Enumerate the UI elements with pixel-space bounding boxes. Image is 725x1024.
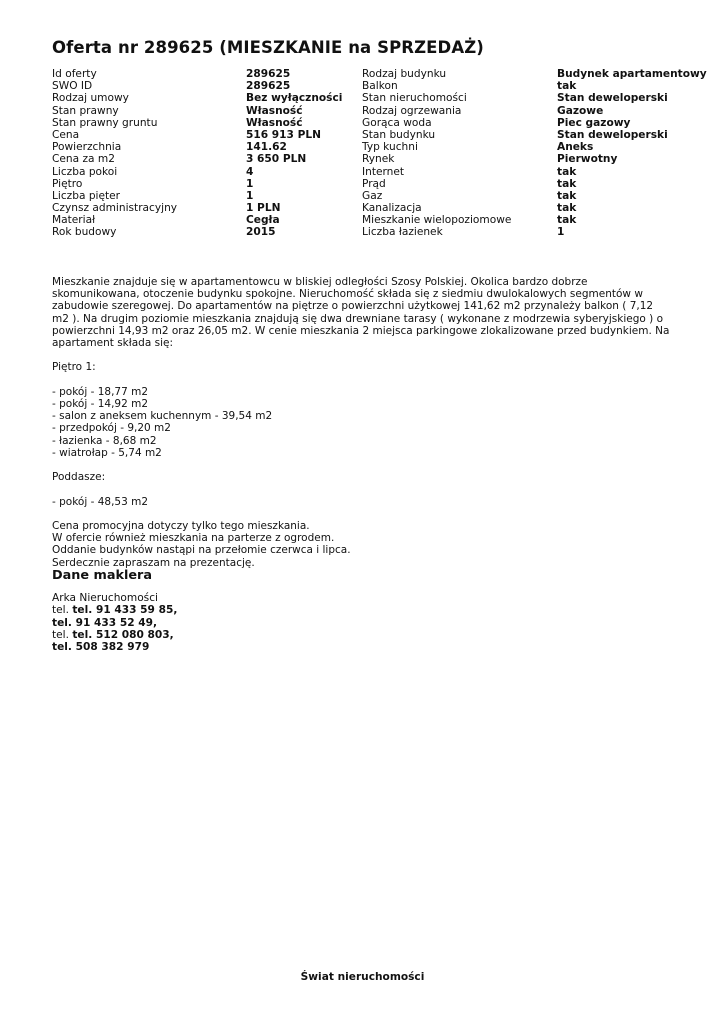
broker-heading: Dane maklera (52, 568, 152, 583)
room-item: - pokój - 18,77 m2 (52, 385, 149, 398)
attribute-row (52, 92, 702, 104)
spacer (52, 508, 672, 520)
room-item: - wiatrołap - 5,74 m2 (52, 446, 162, 459)
attribute-value: 2015 (246, 226, 276, 239)
phone-number: tel. 512 080 803, (72, 628, 174, 641)
room-item: - pokój - 14,92 m2 (52, 398, 149, 411)
room-item: - pokój - 48,53 m2 (52, 495, 149, 508)
attribute-value: Bez wyłączności (246, 92, 343, 105)
attribute-label: Rynek (362, 153, 395, 166)
attribute-label: Liczba łazienek (362, 226, 443, 239)
attribute-value: 1 (557, 226, 565, 239)
attribute-label: Mieszkanie wielopoziomowe (362, 214, 512, 227)
attribute-row (52, 226, 702, 238)
attribute-label: Piętro (52, 177, 83, 190)
attribute-label: Stan nieruchomości (362, 92, 467, 105)
attribute-value: Własność (246, 116, 303, 129)
attribute-value: 1 PLN (246, 202, 281, 215)
phone-number: tel. 91 433 59 85, (72, 604, 178, 617)
phone-prefix: tel. (52, 604, 69, 617)
attribute-value: tak (557, 214, 577, 227)
attribute-value: 1 (246, 189, 254, 202)
spacer (52, 459, 672, 471)
attribute-label: Stan budynku (362, 128, 436, 141)
attribute-label: Powierzchnia (52, 141, 122, 154)
attribute-label: Kanalizacja (362, 202, 422, 215)
attic-heading: Poddasze: (52, 471, 106, 484)
attribute-row (52, 117, 702, 129)
attribute-value: Pierwotny (557, 153, 618, 166)
attribute-row (52, 202, 702, 214)
broker-info (52, 592, 177, 653)
attribute-label: Rok budowy (52, 226, 117, 239)
phone-number: tel. 508 382 979 (52, 641, 150, 654)
spacer (52, 483, 672, 495)
attribute-value: Gazowe (557, 104, 604, 117)
attribute-value: 289625 (246, 68, 291, 80)
room-item: - przedpokój - 9,20 m2 (52, 422, 171, 435)
attribute-row (52, 80, 702, 92)
attribute-label: Rodzaj umowy (52, 92, 129, 105)
description-intro: Mieszkanie znajduje się w apartamentowcu w bliskiej odległości Szosy Polskiej. Okolica bardzo dobrze skomunikowana, otoczenie budynku spokojne. Nieruchomość składa się z siedmiu dwulokalowych segmentów w zabudowie szeregowej. Do apartamentów na piętrze o powierzchni użytkowej 141,62 m2 przynależy balkon ( 7,12 m2 ). Na drugim poziomie mieszkania znajdują się dwa drewniane tarasy ( wykonane z modrzewia syberyjskiego ) o powierzchni 14,93 m2 oraz 26,05 m2. W cenie mieszkania 2 miejsca parkingowe zlokalizowane przed budynkiem. Na apartament składa się: (52, 276, 673, 350)
page-title: Oferta nr 289625 (MIESZKANIE na SPRZEDAŻ) (52, 38, 484, 57)
spacer (52, 349, 672, 361)
attribute-value: 516 913 PLN (246, 128, 321, 141)
floor1-heading: Piętro 1: (52, 361, 96, 374)
broker-phone-line (52, 617, 177, 629)
attribute-label: Stan prawny (52, 104, 119, 117)
attribute-label: Gorąca woda (362, 116, 432, 129)
attribute-value: Budynek apartamentowy (557, 68, 707, 80)
attribute-value: tak (557, 189, 577, 202)
attribute-label: Internet (362, 165, 405, 178)
attribute-row (52, 178, 702, 190)
attribute-label: SWO ID (52, 80, 93, 93)
closing-line: Serdecznie zapraszam na prezentację. (52, 556, 255, 569)
attribute-value: Piec gazowy (557, 116, 631, 129)
attribute-row (52, 68, 707, 80)
attribute-value: Własność (246, 104, 303, 117)
broker-phone-line (52, 641, 177, 653)
attribute-value: 4 (246, 165, 254, 178)
closing-line: W ofercie również mieszkania na parterze z ogrodem. (52, 532, 335, 545)
attribute-value: tak (557, 202, 577, 215)
attribute-label: Typ kuchni (362, 141, 418, 154)
attribute-row (52, 166, 702, 178)
attribute-label: Cena za m2 (52, 153, 115, 166)
attribute-label: Rodzaj budynku (362, 68, 447, 80)
attribute-value: Stan deweloperski (557, 92, 668, 105)
broker-phone-line (52, 629, 177, 641)
attribute-row (52, 141, 702, 153)
attribute-value: 141.62 (246, 141, 287, 154)
attribute-label: Liczba pokoi (52, 165, 118, 178)
attribute-value: tak (557, 177, 577, 190)
attribute-value: 3 650 PLN (246, 153, 307, 166)
attribute-label: Gaz (362, 189, 383, 202)
offer-description (52, 276, 672, 569)
attribute-label: Cena (52, 128, 80, 141)
attribute-value: Aneks (557, 141, 594, 154)
attribute-value: 1 (246, 177, 254, 190)
attribute-value: tak (557, 80, 577, 93)
broker-phone-line (52, 604, 177, 616)
attribute-label: Rodzaj ogrzewania (362, 104, 462, 117)
room-item: - łazienka - 8,68 m2 (52, 434, 157, 447)
phone-number: tel. 91 433 52 49, (52, 616, 158, 629)
attributes-table (52, 68, 707, 239)
attribute-label: Materiał (52, 214, 96, 227)
attribute-value: 289625 (246, 80, 291, 93)
room-item: - salon z aneksem kuchennym - 39,54 m2 (52, 410, 273, 423)
footer-brand: Świat nieruchomości (300, 971, 425, 983)
attribute-label: Prąd (362, 177, 386, 190)
attribute-row (52, 129, 702, 141)
attribute-label: Id oferty (52, 68, 97, 80)
closing-line: Cena promocyjna dotyczy tylko tego mieszkania. (52, 520, 310, 533)
attribute-label: Stan prawny gruntu (52, 116, 158, 129)
spacer (52, 374, 672, 386)
attribute-value: tak (557, 165, 577, 178)
phone-prefix: tel. (52, 628, 69, 641)
attribute-row (52, 105, 702, 117)
attribute-label: Liczba pięter (52, 189, 121, 202)
attribute-value: Stan deweloperski (557, 128, 668, 141)
attribute-row (52, 190, 702, 202)
attribute-label: Balkon (362, 80, 398, 93)
closing-line: Oddanie budynków nastąpi na przełomie czerwca i lipca. (52, 544, 351, 557)
attribute-row (52, 153, 702, 165)
attribute-label: Czynsz administracyjny (52, 202, 178, 215)
broker-company: Arka Nieruchomości (52, 592, 158, 604)
attribute-row (52, 214, 702, 226)
attribute-value: Cegła (246, 214, 280, 227)
